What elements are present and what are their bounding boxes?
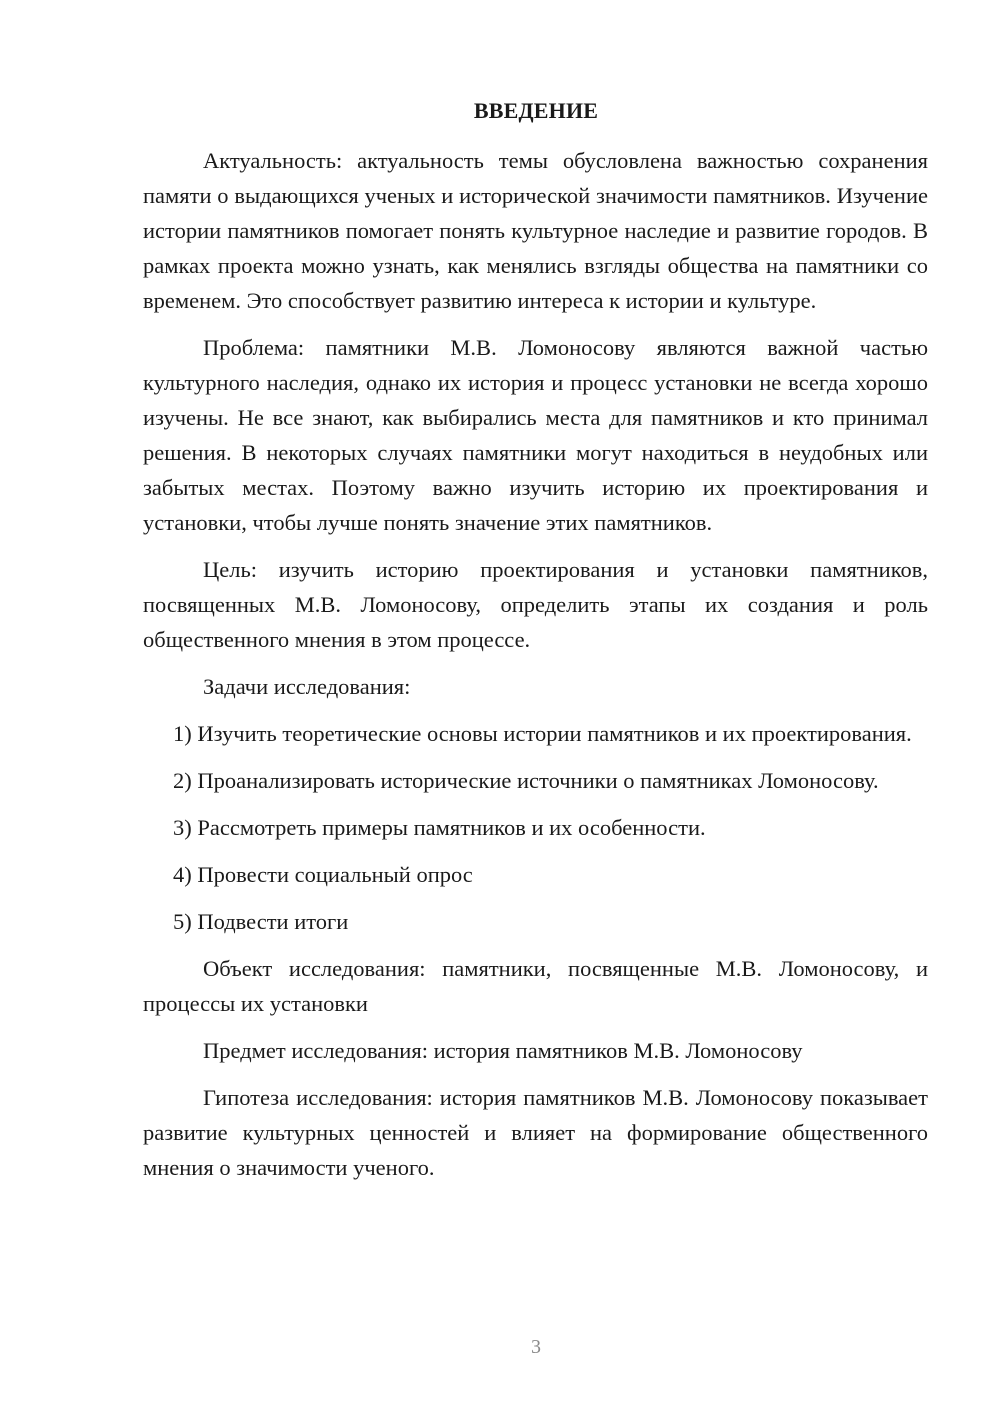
page-heading: ВВЕДЕНИЕ bbox=[473, 98, 599, 123]
task-item-3: 3) Рассмотреть примеры памятников и их особенности. bbox=[173, 815, 706, 840]
paragraph-relevance: Актуальность: актуальность темы обусловлена важностью сохранения памяти о выдающихся ученых и исторической значимости памятников. Изучение истории памятников помогает понять культурное наследие и развитие городов. В рамках проекта можно узнать, как менялись взгляды общества на памятники со временем. Это способствует развитию интереса к истории и культуре. bbox=[143, 148, 928, 313]
task-item-4: 4) Провести социальный опрос bbox=[173, 862, 473, 887]
task-item-5: 5) Подвести итоги bbox=[173, 909, 349, 934]
page-number: 3 bbox=[531, 1336, 541, 1358]
paragraph-subject: Предмет исследования: история памятников М.В. Ломоносову bbox=[203, 1038, 803, 1063]
body-text bbox=[143, 143, 928, 1185]
task-item-2: 2) Проанализировать исторические источники о памятниках Ломоносову. bbox=[173, 768, 879, 793]
paragraph-hypothesis: Гипотеза исследования: история памятников М.В. Ломоносову показывает развитие культурных ценностей и влияет на формирование общественного мнения о значимости ученого. bbox=[143, 1085, 928, 1180]
paragraph-problem: Проблема: памятники М.В. Ломоносову являются важной частью культурного наследия, однако их история и процесс установки не всегда хорошо изучены. Не все знают, как выбирались места для памятников и кто принимал решения. В некоторых случаях памятники могут находиться в неудобных или забытых местах. Поэтому важно изучить историю их проектирования и установки, чтобы лучше понять значение этих памятников. bbox=[143, 335, 928, 535]
task-item-1: 1) Изучить теоретические основы истории памятников и их проектирования. bbox=[173, 721, 912, 746]
paragraph-goal: Цель: изучить историю проектирования и установки памятников, посвященных М.В. Ломоносову, определить этапы их создания и роль общественного мнения в этом процессе. bbox=[143, 557, 928, 652]
paragraph-object: Объект исследования: памятники, посвященные М.В. Ломоносову, и процессы их установки bbox=[143, 956, 928, 1016]
paragraph-tasks-heading: Задачи исследования: bbox=[203, 674, 411, 699]
